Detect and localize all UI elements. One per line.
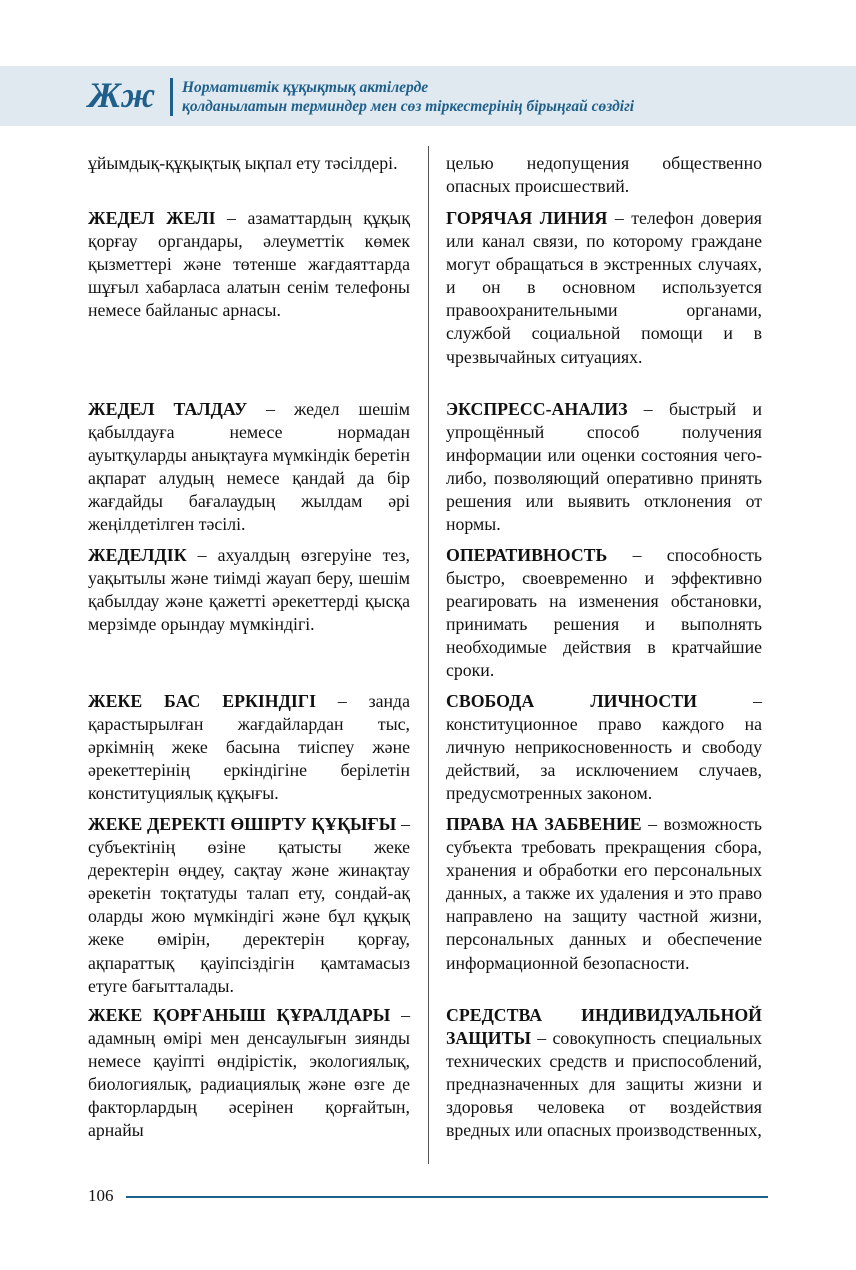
header-divider: [170, 78, 173, 116]
entry-left-0: ұйымдық-құқықтық ықпал ету тәсілдері.: [88, 153, 398, 173]
entry-left-2: ЖЕДЕЛ ТАЛДАУ – жедел шешім қабылдауға немесе нормадан ауытқуларды анықтауға мүмкіндік беретін ақпарат алудың немесе қандай да бір жағдайды бағалаудың жылдам әрі жеңілдетілген тәсілі.: [88, 399, 411, 535]
entry-right-5: ПРАВА НА ЗАБВЕНИЕ – возможность субъекта требовать прекращения сбора, хранения и обработки его персональных данных, а также их удаления и это право направлено на защиту частной жизни, персональных данных и обеспечение информационной безопасности.: [446, 814, 763, 973]
entry-left-6: ЖЕКЕ ҚОРҒАНЫШ ҚҰРАЛДАРЫ – адамның өмірі мен денсаулығын зиянды немесе қауіпті өндірістік, экологиялық, биологиялық, радиациялық және өзге де факторлардың әсерінен қорғайтын, арнайы: [88, 1005, 410, 1141]
entry-left-5: ЖЕКЕ ДЕРЕКТІ ӨШІРТУ ҚҰҚЫҒЫ – субъектінің өзіне қатысты жеке деректерін өңдеу, сақтау және жинақтау әрекетін тоқтатуды талап ету, сондай-ақ оларды жою мүмкіндігі және бұл құқық жеке өмірін, деректерін қорғау, ақпараттық қауіпсіздігін қамтамасыз етуге бағытталады.: [88, 814, 410, 996]
entry-right-3: ОПЕРАТИВНОСТЬ – способность быстро, своевременно и эффективно реагировать на изменения обстановки, принимать решения и выполнять необходимые действия в кратчайшие сроки.: [446, 545, 762, 681]
entry-left-1: ЖЕДЕЛ ЖЕЛІ – азаматтардың құқық қорғау органдары, әлеуметтік көмек қызметтері және төтенше жағдаяттарда шұғыл хабарласа алатын сенім телефоны немесе байланыс арнасы.: [88, 208, 410, 321]
entry-right-0: целью недопущения общественно опасных происшествий.: [446, 153, 762, 197]
entry-left-3: ЖЕДЕЛДІК – ахуалдың өзгеруіне тез, уақытылы және тиімді жауап беру, шешім қабылдау және қажетті әрекеттерді қысқа мерзімде орындау мүмкіндігі.: [88, 545, 410, 635]
header-letters: Жж: [88, 75, 156, 115]
column-divider: [428, 146, 429, 1164]
entry-right-1: ГОРЯЧАЯ ЛИНИЯ – телефон доверия или канал связи, по которому граждане могут обращаться в экстренных случаях, и он в основном используется правоохранительными органами, службой социальной помощи и в чрезвычайных ситуациях.: [446, 208, 762, 367]
footer-rule: [126, 1196, 768, 1198]
header-title-line1: Нормативтік құқықтық актілерде: [182, 79, 429, 96]
entry-right-4: СВОБОДА ЛИЧНОСТИ – конституционное право каждого на личную неприкосновенность и свободу действий, за исключением случаев, предусмотренных законом.: [446, 691, 762, 804]
header-title-line2: қолданылатын терминдер мен сөз тіркестерінің бірыңғай сөздігі: [182, 98, 635, 115]
entry-right-6: СРЕДСТВА ИНДИВИДУАЛЬНОЙ ЗАЩИТЫ – совокупность специальных технических средств и приспособлений, предназначенных для защиты жизни и здоровья человека от воздействия вредных или опасных производственных,: [446, 1005, 762, 1141]
page-number: 106: [88, 1186, 114, 1205]
entry-left-4: ЖЕКЕ БАС ЕРКІНДІГІ – занда қарастырылған жағдайлардан тыс, әркімнің жеке басына тиіспеу және әрекеттерінің еркіндігіне берілетін конституциялық құқығы.: [88, 691, 410, 804]
entry-right-2: ЭКСПРЕСС-АНАЛИЗ – быстрый и упрощённый способ получения информации или оценки состояния чего-либо, позволяющий оперативно принять решения или выявить отклонения от нормы.: [446, 399, 762, 535]
header-title: [182, 78, 634, 116]
